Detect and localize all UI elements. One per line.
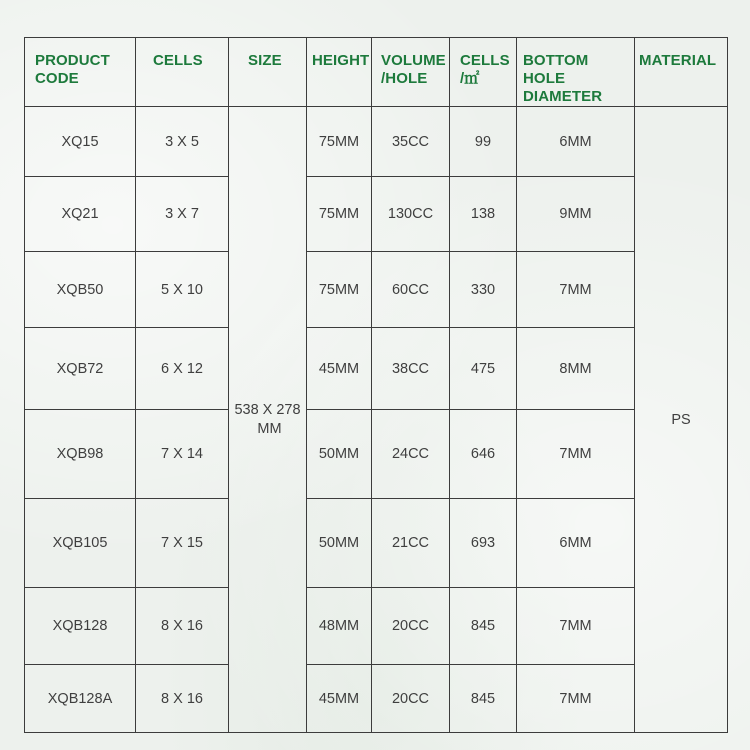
cell-volume: 20CC (372, 588, 450, 665)
cell-bottom-hole: 6MM (517, 499, 635, 588)
cell-cells: 5 X 10 (136, 252, 229, 328)
cell-height: 45MM (307, 328, 372, 410)
cell-cells-per-m2: 475 (450, 328, 517, 410)
cell-bottom-hole: 7MM (517, 588, 635, 665)
header-cells-per-m2: CELLS /㎡ (450, 38, 517, 107)
cell-height: 48MM (307, 588, 372, 665)
cell-volume: 35CC (372, 107, 450, 177)
header-product-code: PRODUCT CODE (25, 38, 136, 107)
cell-cells-per-m2: 99 (450, 107, 517, 177)
cell-cells: 8 X 16 (136, 665, 229, 733)
cell-code: XQB105 (25, 499, 136, 588)
header-material: MATERIAL (635, 38, 728, 107)
cell-cells: 8 X 16 (136, 588, 229, 665)
table-row (25, 177, 728, 252)
cell-code: XQB72 (25, 328, 136, 410)
cell-bottom-hole: 7MM (517, 410, 635, 499)
cell-height: 75MM (307, 177, 372, 252)
header-row (25, 38, 728, 107)
cell-cells: 3 X 7 (136, 177, 229, 252)
cell-cells: 7 X 15 (136, 499, 229, 588)
cell-height: 75MM (307, 252, 372, 328)
cell-code: XQB128 (25, 588, 136, 665)
cell-bottom-hole: 9MM (517, 177, 635, 252)
cell-volume: 21CC (372, 499, 450, 588)
cell-bottom-hole: 6MM (517, 107, 635, 177)
table-row (25, 252, 728, 328)
cell-bottom-hole: 7MM (517, 252, 635, 328)
table-row (25, 410, 728, 499)
cell-cells: 7 X 14 (136, 410, 229, 499)
cell-cells-per-m2: 138 (450, 177, 517, 252)
cell-cells-per-m2: 845 (450, 588, 517, 665)
cell-volume: 20CC (372, 665, 450, 733)
cell-material: PS (635, 107, 728, 733)
header-bottom-hole: BOTTOM HOLE DIAMETER (517, 38, 635, 107)
header-height: HEIGHT (307, 38, 372, 107)
cell-cells-per-m2: 330 (450, 252, 517, 328)
cell-code: XQB128A (25, 665, 136, 733)
cell-size: 538 X 278 MM (229, 107, 307, 733)
cell-volume: 60CC (372, 252, 450, 328)
header-volume: VOLUME /HOLE (372, 38, 450, 107)
cell-volume: 130CC (372, 177, 450, 252)
table-row (25, 499, 728, 588)
cell-cells-per-m2: 693 (450, 499, 517, 588)
cell-cells: 6 X 12 (136, 328, 229, 410)
cell-volume: 24CC (372, 410, 450, 499)
table-row (25, 588, 728, 665)
header-cells: CELLS (136, 38, 229, 107)
cell-height: 75MM (307, 107, 372, 177)
table-row (25, 328, 728, 410)
cell-height: 50MM (307, 499, 372, 588)
table-row (25, 665, 728, 733)
cell-code: XQ21 (25, 177, 136, 252)
cell-code: XQ15 (25, 107, 136, 177)
cell-cells-per-m2: 646 (450, 410, 517, 499)
table-row (25, 107, 728, 177)
cell-height: 45MM (307, 665, 372, 733)
cell-cells-per-m2: 845 (450, 665, 517, 733)
cell-height: 50MM (307, 410, 372, 499)
cell-code: XQB50 (25, 252, 136, 328)
header-size: SIZE (229, 38, 307, 107)
cell-bottom-hole: 7MM (517, 665, 635, 733)
cell-bottom-hole: 8MM (517, 328, 635, 410)
cell-code: XQB98 (25, 410, 136, 499)
spec-table (24, 37, 728, 733)
cell-cells: 3 X 5 (136, 107, 229, 177)
cell-volume: 38CC (372, 328, 450, 410)
